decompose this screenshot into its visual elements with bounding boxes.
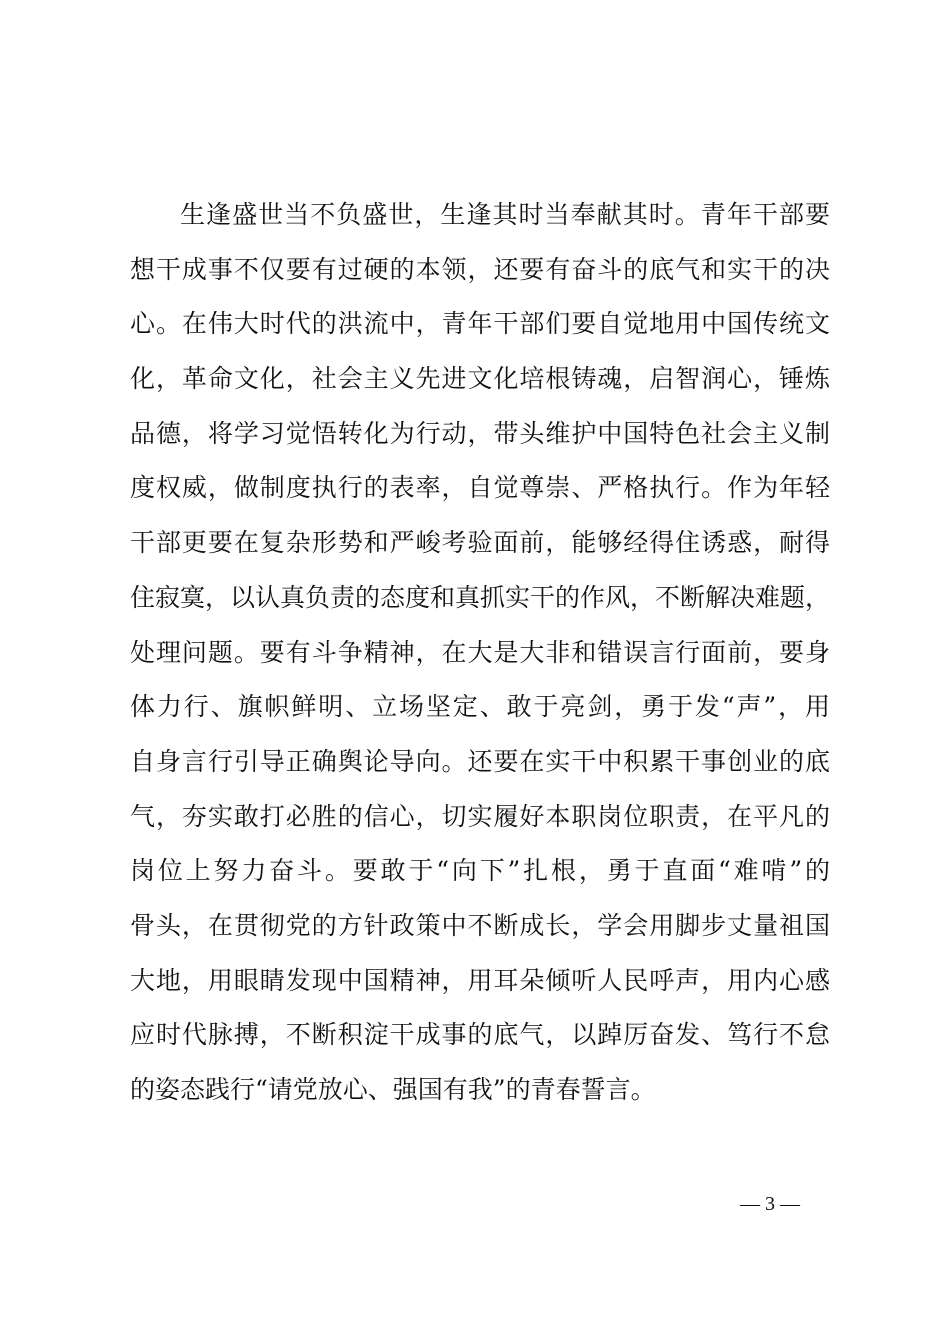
paragraph-line: 度权威，做制度执行的表率，自觉尊崇、严格执行。作为年轻 xyxy=(130,473,830,503)
paragraph-line: 化，革命文化，社会主义先进文化培根铸魂，启智润心，锤炼 xyxy=(130,364,830,394)
paragraph-line: 干部更要在复杂形势和严峻考验面前，能够经得住诱惑，耐得 xyxy=(130,528,830,558)
paragraph-line: 生逢盛世当不负盛世，生逢其时当奉献其时。青年干部要 xyxy=(180,200,830,229)
paragraph-line: 心。在伟大时代的洪流中，青年干部们要自觉地用中国传统文 xyxy=(130,309,830,339)
paragraph-line: 自身言行引导正确舆论导向。还要在实干中积累干事创业的底 xyxy=(130,746,830,776)
paragraph-line: 骨头，在贯彻党的方针政策中不断成长，学会用脚步丈量祖国 xyxy=(130,910,830,940)
paragraph-line: 住寂寞，以认真负责的态度和真抓实干的作风，不断解决难题， xyxy=(130,582,831,612)
paragraph-line: 品德，将学习觉悟转化为行动，带头维护中国特色社会主义制 xyxy=(130,418,830,448)
body-paragraph xyxy=(130,188,830,1118)
paragraph-line: 想干成事不仅要有过硬的本领，还要有奋斗的底气和实干的决 xyxy=(130,254,830,284)
paragraph-line: 体力行、旗帜鲜明、立场坚定、敢于亮剑，勇于发“声”，用 xyxy=(130,692,830,722)
paragraph-line: 岗位上努力奋斗。要敢于“向下”扎根，勇于直面“难啃”的 xyxy=(130,856,830,886)
paragraph-line: 应时代脉搏，不断积淀干成事的底气，以踔厉奋发、笃行不怠 xyxy=(130,1020,830,1050)
paragraph-line: 大地，用眼睛发现中国精神，用耳朵倾听人民呼声，用内心感 xyxy=(130,965,830,995)
paragraph-line: 处理问题。要有斗争精神，在大是大非和错误言行面前，要身 xyxy=(130,637,830,667)
page-number: — 3 — xyxy=(740,1193,800,1215)
paragraph-line: 的姿态践行“请党放心、强国有我”的青春誓言。 xyxy=(130,1075,656,1104)
paragraph-line: 气，夯实敢打必胜的信心，切实履好本职岗位职责，在平凡的 xyxy=(130,801,830,831)
